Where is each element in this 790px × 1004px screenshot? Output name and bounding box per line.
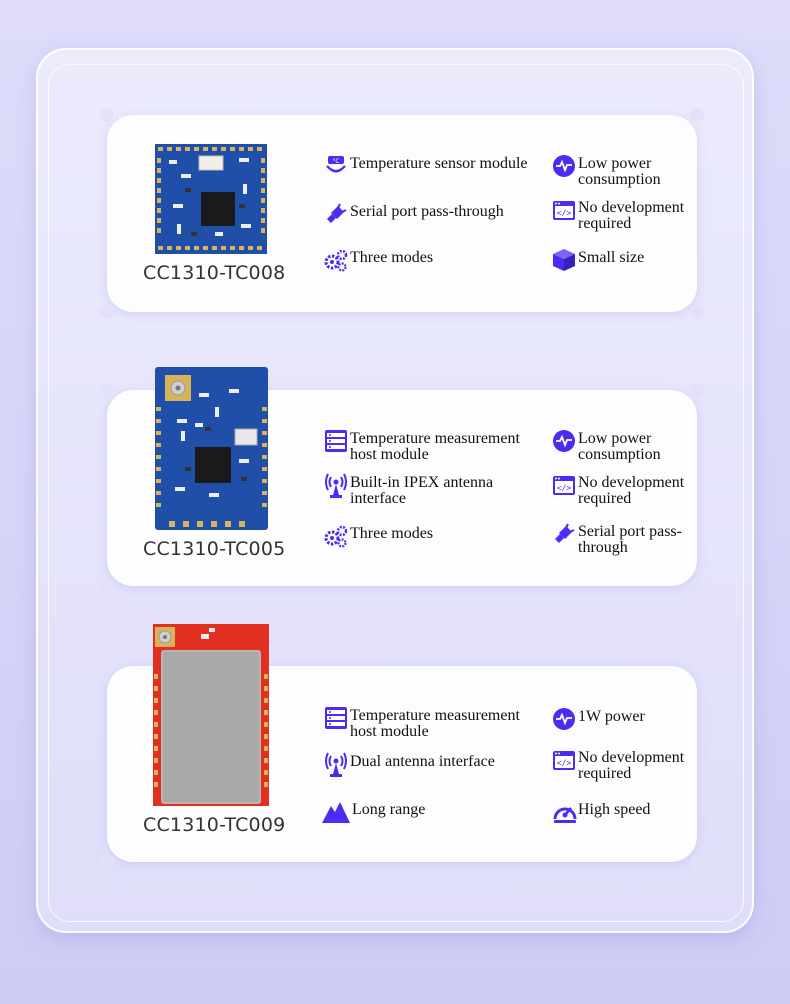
feature-item — [552, 800, 650, 824]
feature-text: Dual antenna interface — [350, 753, 495, 770]
feature-item — [552, 748, 698, 782]
feature-item — [552, 473, 698, 507]
card-notch — [100, 383, 114, 397]
host-module-icon — [324, 706, 348, 730]
feature-item — [322, 800, 425, 824]
card-notch — [690, 383, 704, 397]
svg-text:</>: </> — [556, 758, 572, 768]
card-notch — [690, 108, 704, 122]
feature-item — [552, 248, 644, 272]
code-window-icon — [552, 198, 576, 222]
module-image-tc009 — [153, 624, 269, 806]
feature-text: Temperature measurement host module — [350, 707, 520, 740]
feature-text: Low power consumption — [578, 430, 661, 463]
card-notch — [100, 659, 114, 673]
feature-item — [324, 706, 546, 740]
feature-text: 1W power — [578, 708, 645, 725]
feature-text: Temperature measurement host module — [350, 430, 520, 463]
feature-item — [324, 202, 504, 226]
feature-text: Temperature sensor module — [350, 155, 528, 172]
serial-plug-icon — [324, 202, 348, 226]
feature-item — [552, 154, 692, 188]
feature-item — [324, 473, 524, 507]
mountain-icon — [322, 800, 350, 824]
card-notch — [100, 305, 114, 319]
low-power-icon — [552, 154, 576, 178]
low-power-icon — [552, 429, 576, 453]
module-name: CC1310-TC009 — [143, 814, 286, 836]
feature-text: Built-in IPEX antenna interface — [350, 474, 494, 507]
feature-text: Three modes — [350, 249, 434, 266]
card-notch — [690, 579, 704, 593]
feature-text: Serial port pass-through — [350, 203, 504, 220]
code-window-icon — [552, 748, 576, 772]
module-name: CC1310-TC005 — [143, 538, 286, 560]
feature-item — [552, 198, 698, 232]
card-notch — [100, 855, 114, 869]
feature-text: Long range — [352, 801, 426, 818]
module-image-tc008 — [155, 144, 267, 254]
card-notch — [100, 579, 114, 593]
svg-text:°C: °C — [332, 158, 340, 165]
code-window-icon — [552, 473, 576, 497]
svg-text:</>: </> — [556, 208, 572, 218]
card-notch — [690, 305, 704, 319]
antenna-icon — [324, 752, 348, 776]
gears-icon — [324, 248, 348, 272]
feature-item — [552, 522, 682, 556]
card-notch — [690, 659, 704, 673]
feature-text: Small size — [578, 249, 645, 266]
cube-icon — [552, 248, 576, 272]
speedometer-icon — [552, 800, 576, 824]
feature-text: No development required — [578, 749, 685, 782]
feature-item — [324, 752, 495, 776]
feature-item — [552, 429, 692, 463]
card-notch — [100, 108, 114, 122]
feature-text: Serial port pass-through — [578, 523, 682, 556]
feature-item — [324, 248, 433, 272]
antenna-icon — [324, 473, 348, 497]
power-pulse-icon — [552, 707, 576, 731]
feature-item — [324, 154, 527, 178]
feature-text: Three modes — [350, 525, 434, 542]
feature-item — [324, 524, 433, 548]
module-name: CC1310-TC008 — [143, 262, 286, 284]
card-notch — [690, 855, 704, 869]
feature-text: No development required — [578, 199, 685, 232]
feature-item — [324, 429, 546, 463]
feature-text: No development required — [578, 474, 685, 507]
temperature-sensor-icon — [324, 154, 348, 178]
serial-plug-icon — [552, 522, 576, 546]
host-module-icon — [324, 429, 348, 453]
gears-icon — [324, 524, 348, 548]
feature-item — [552, 707, 645, 731]
feature-text: High speed — [578, 801, 651, 818]
feature-text: Low power consumption — [578, 155, 661, 188]
module-image-tc005 — [155, 367, 268, 530]
svg-text:</>: </> — [556, 483, 572, 493]
